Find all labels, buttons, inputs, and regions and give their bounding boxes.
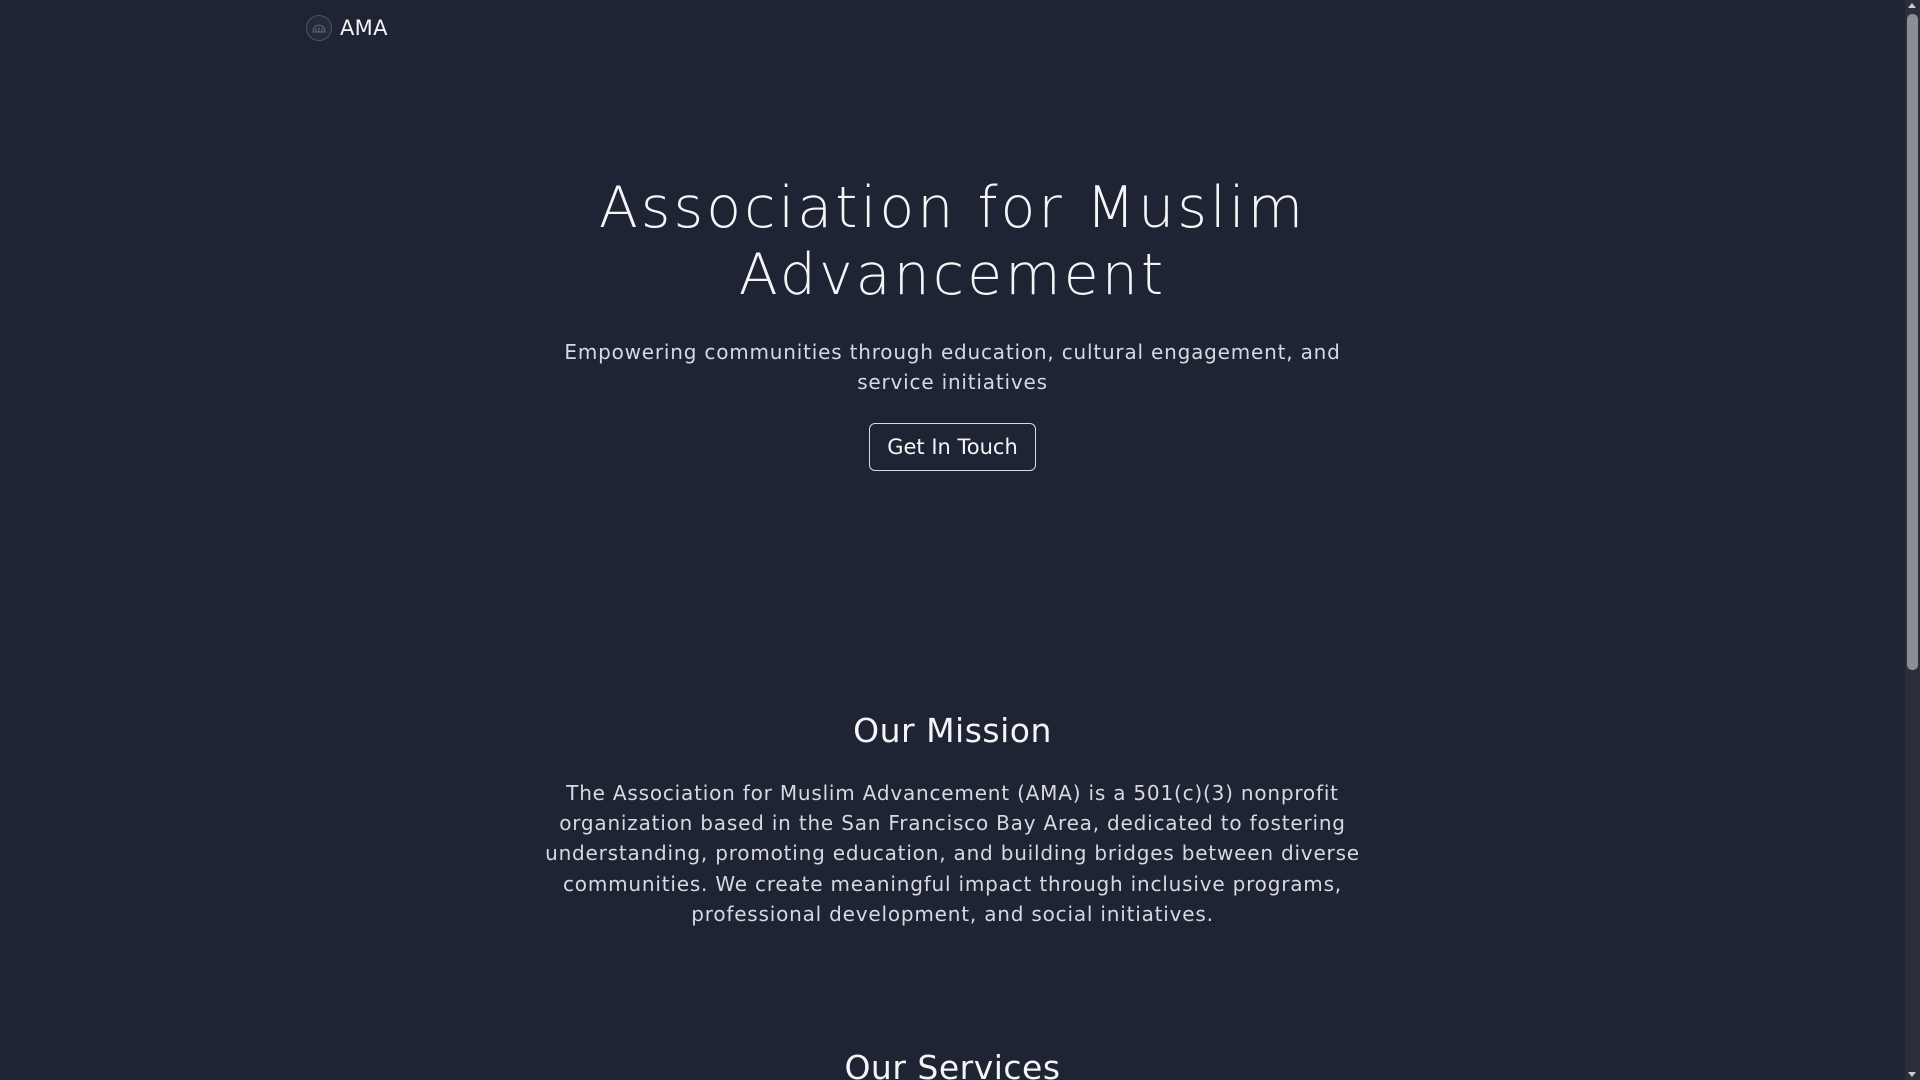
hero-subtitle: Empowering communities through education, cultural engagement, and service initiatives: [564, 340, 1341, 394]
hero-title: Association for Muslim Advancement: [598, 175, 1307, 308]
get-in-touch-button[interactable]: Get In Touch: [869, 423, 1036, 471]
hero-section: [0, 175, 1905, 471]
services-section: [0, 1047, 1905, 1080]
mosque-logo-icon[interactable]: [306, 15, 332, 41]
scroll-down-arrow-icon[interactable]: [1908, 1072, 1916, 1077]
mission-section: [0, 710, 1905, 929]
mission-text: The Association for Muslim Advancement (AMA) is a 501(c)(3) nonprofit organization based in the San Francisco Bay Area, dedicated to fostering understanding, promoting education, and building bridges between diverse communities. We create meaningful impact through inclusive programs, professional development, and social initiatives.: [545, 781, 1360, 926]
vertical-scrollbar[interactable]: [1905, 0, 1920, 1080]
scrollbar-thumb[interactable]: [1907, 14, 1918, 670]
services-title: Our Services: [844, 1048, 1061, 1080]
navbar: [306, 14, 388, 42]
mosque-logo-graphic: [311, 22, 327, 34]
scroll-up-arrow-icon[interactable]: [1908, 3, 1916, 8]
mission-title: Our Mission: [853, 711, 1052, 750]
brand-link[interactable]: AMA: [340, 16, 388, 40]
